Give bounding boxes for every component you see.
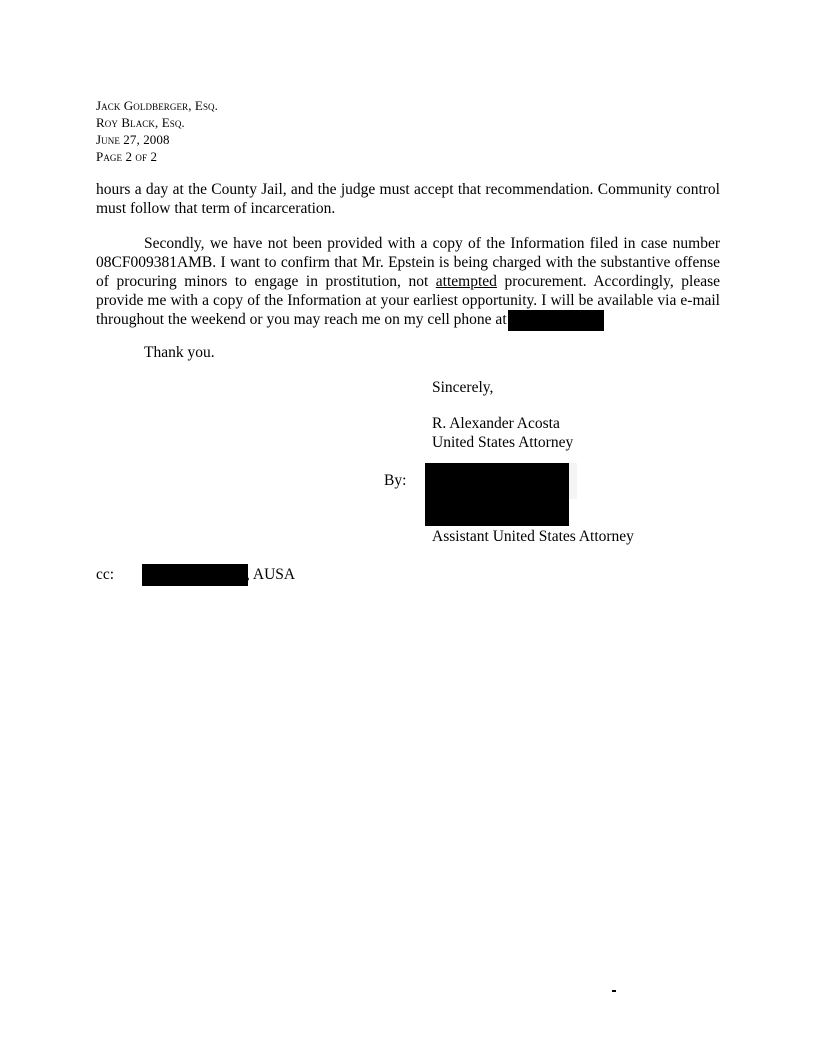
cc-label: cc: [96, 566, 115, 583]
paragraph-1 [96, 180, 720, 218]
letter-header [96, 97, 218, 165]
paragraph-2-line-4: provide me with a copy of the Information at your earliest opportunity. I will be available via e-mail [96, 292, 720, 309]
paragraph-2-line-3-end: procurement. Accordingly, please [496, 273, 720, 290]
recipient-1: Jack Goldberger, Esq. [96, 98, 218, 113]
paragraph-2-line-5-text: throughout the weekend or you may reach me on my cell phone at [96, 311, 507, 329]
page-number: Page 2 of 2 [96, 149, 158, 164]
page-mark [612, 990, 616, 992]
letter-date: June 27, 2008 [96, 132, 170, 147]
recipient-2: Roy Black, Esq. [96, 115, 185, 130]
paragraph-2-line-3-start: of procuring minors to engage in prostitution, not [96, 273, 436, 290]
paragraph-1-line-1: hours a day at the County Jail, and the judge must accept that recommendation. Community control [96, 181, 720, 198]
paragraph-2-line-2: 08CF009381AMB. I want to confirm that Mr. Epstein is being charged with the substantive offense [96, 254, 720, 271]
paragraph-2-line-3 [96, 272, 720, 291]
signatory-name: R. Alexander Acosta [432, 415, 560, 432]
cc-suffix: , AUSA [246, 566, 296, 583]
thank-you: Thank you. [144, 344, 215, 361]
paragraph-1-line-2: must follow that term of incarceration. [96, 200, 336, 217]
redaction-signature [425, 463, 569, 526]
paragraph-2 [96, 234, 720, 331]
redaction-cc-name [142, 564, 248, 586]
paragraph-2-line-1: Secondly, we have not been provided with a copy of the Information filed in case number [144, 235, 720, 252]
underlined-word: attempted [435, 273, 497, 290]
paragraph-2-line-5 [96, 310, 720, 331]
signer-title: Assistant United States Attorney [432, 528, 634, 545]
signatory-title: United States Attorney [432, 434, 574, 451]
redaction-phone [508, 310, 604, 331]
by-label: By: [384, 472, 407, 489]
sincerely: Sincerely, [432, 379, 494, 396]
